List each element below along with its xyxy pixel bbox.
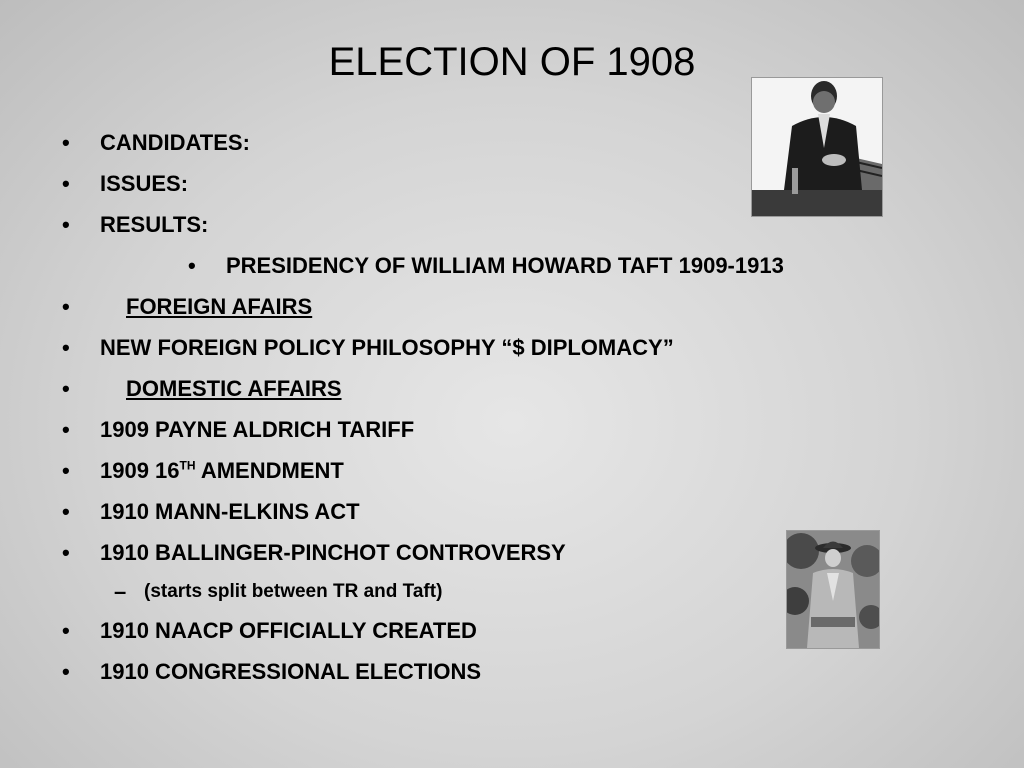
bullet-glyph: • [62,417,70,442]
bullet-glyph: • [62,294,70,319]
bullet-glyph: • [62,376,70,401]
bullet-text-post: AMENDMENT [195,458,344,483]
taft-photo [751,77,883,217]
bullet-congressional-elections [62,659,482,685]
bullet-glyph: • [62,659,70,684]
ordinal-suffix: TH [179,458,196,473]
bullet-text: ISSUES: [100,171,189,196]
bullet-domestic-affairs [62,376,342,402]
bullet-text: 1910 BALLINGER-PINCHOT CONTROVERSY [100,540,566,565]
bullet-glyph: • [62,540,70,565]
bullet-text: (starts split between TR and Taft) [144,581,443,602]
bullet-results [62,212,209,238]
bullet-text: 1910 CONGRESSIONAL ELECTIONS [100,659,482,684]
bullet-presidency [188,253,784,279]
sub-bullet-split [114,579,443,605]
bullet-glyph: • [62,171,70,196]
bullet-text: 1909 PAYNE ALDRICH TARIFF [100,417,415,442]
bullet-glyph: • [188,253,196,278]
bullet-glyph: • [62,130,70,155]
bullet-mann-elkins [62,499,360,525]
section-heading: DOMESTIC AFFAIRS [126,376,342,401]
bullet-glyph: • [62,212,70,237]
bullet-text: NEW FOREIGN POLICY PHILOSOPHY “$ DIPLOMACY” [100,335,674,360]
bullet-foreign-affairs [62,294,313,320]
bullet-ballinger-pinchot [62,540,566,566]
bullet-text: 1910 NAACP OFFICIALLY CREATED [100,618,477,643]
bullet-naacp [62,618,477,644]
bullet-text: RESULTS: [100,212,209,237]
bullet-text: CANDIDATES: [100,130,250,155]
bullet-candidates [62,130,250,156]
bullet-text: PRESIDENCY OF WILLIAM HOWARD TAFT 1909-1913 [226,253,784,278]
bullet-16th-amendment [62,458,344,484]
bullet-payne-aldrich [62,417,415,443]
bullet-text: 1910 MANN-ELKINS ACT [100,499,360,524]
slide-title: ELECTION OF 1908 [328,40,696,84]
roosevelt-photo [786,530,880,649]
section-heading: FOREIGN AFAIRS [126,294,313,319]
bullet-issues [62,171,189,197]
bullet-glyph: • [62,335,70,360]
bullet-glyph: • [62,458,70,483]
bullet-glyph: • [62,499,70,524]
bullet-glyph: • [62,618,70,643]
dash-glyph: – [114,579,127,604]
bullet-text-pre: 1909 16 [100,458,180,483]
bullet-dollar-diplomacy [62,335,674,361]
